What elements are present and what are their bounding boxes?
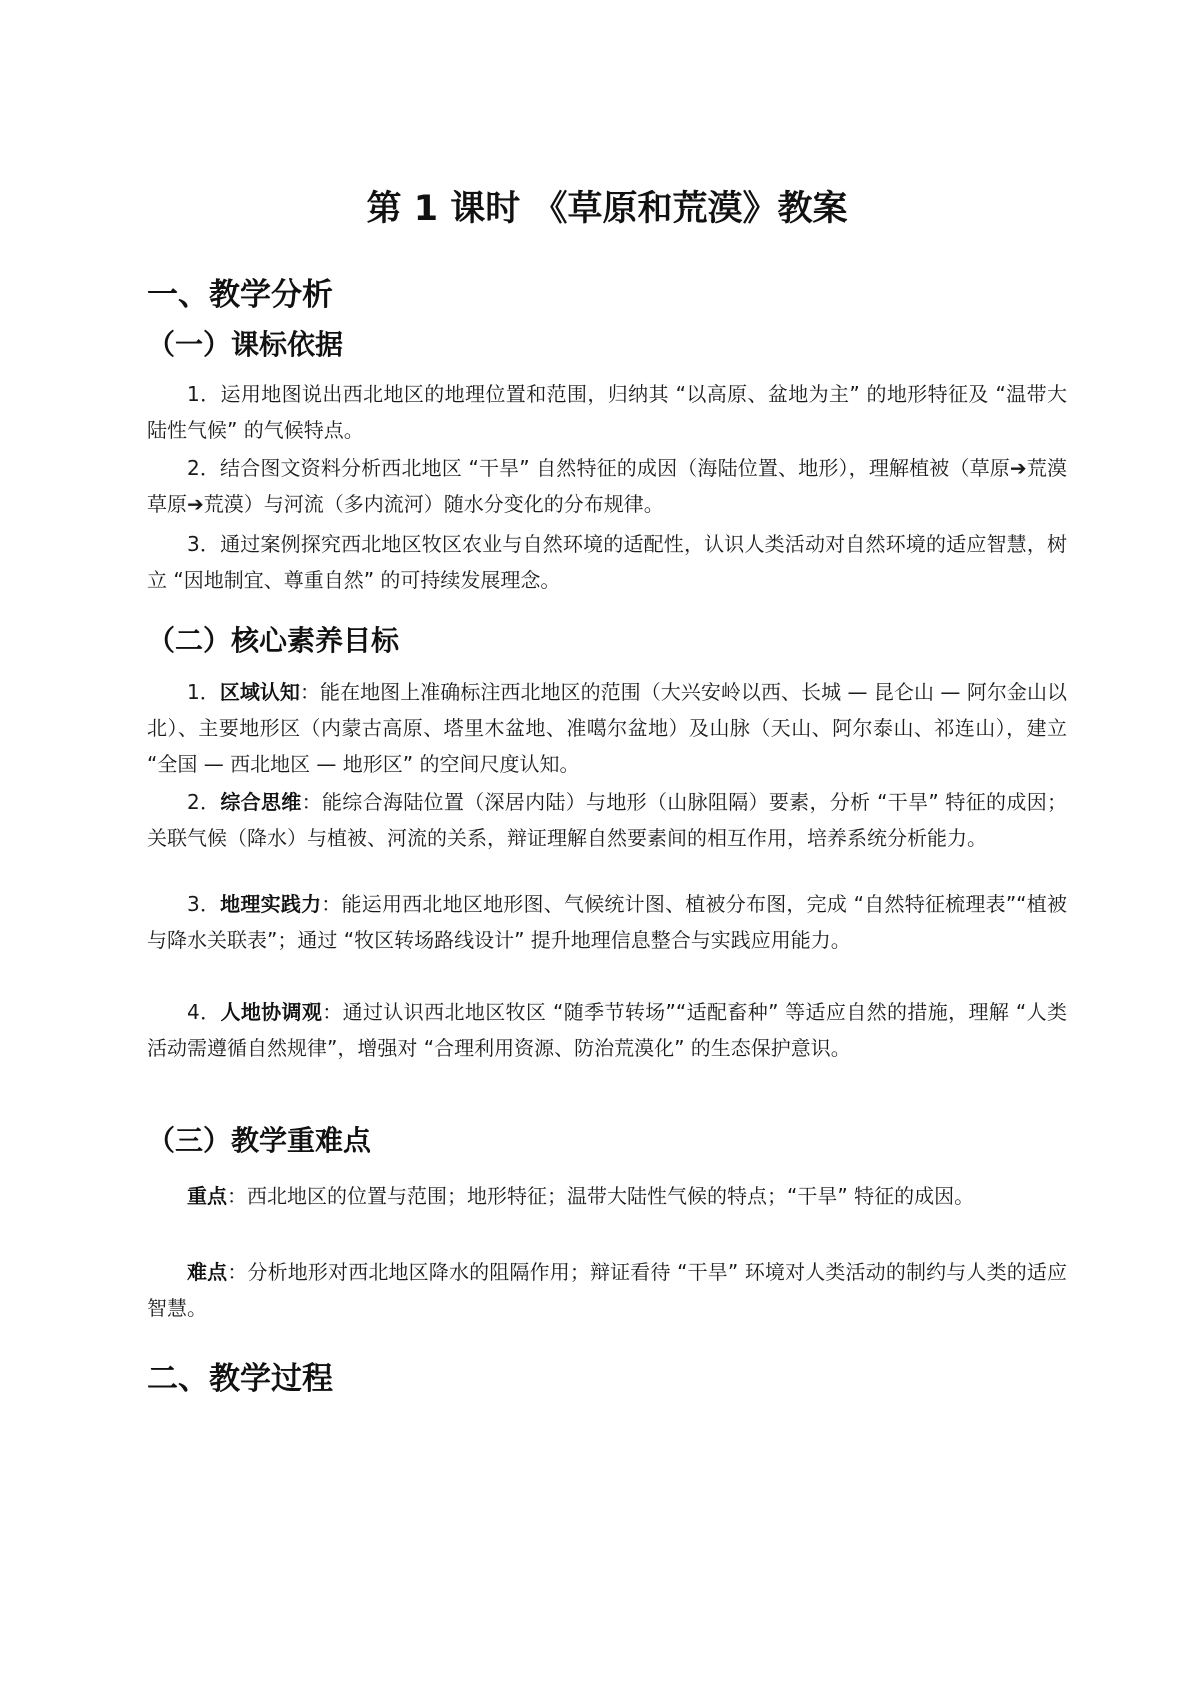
- curriculum-item-1: 1．运用地图说出西北地区的地理位置和范围，归纳其 “以高原、盆地为主” 的地形特征及 “温带大陆性气候” 的气候特点。: [147, 382, 1067, 442]
- literacy-item-text: ：能运用西北地区地形图、气候统计图、植被分布图，完成 “自然特征梳理表”“植被与降水关联表”；通过 “牧区转场路线设计” 提升地理信息整合与实践应用能力。: [147, 892, 1067, 952]
- key-point-paragraph: [147, 1178, 1067, 1214]
- section-heading-teaching-analysis: 一、教学分析: [147, 277, 333, 313]
- literacy-item-number: 1．: [187, 680, 220, 704]
- curriculum-item-3: 3．通过案例探究西北地区牧区农业与自然环境的适配性，认识人类活动对自然环境的适应智慧，树立 “因地制宜、尊重自然” 的可持续发展理念。: [147, 532, 1067, 592]
- document-title: 第 1 课时 《草原和荒漠》教案: [366, 189, 848, 229]
- subsection-heading-curriculum-basis: （一）课标依据: [147, 328, 344, 361]
- literacy-item-text: ：能在地图上准确标注西北地区的范围（大兴安岭以西、长城 — 昆仑山 — 阿尔金山以北）、主要地形区（内蒙古高原、塔里木盆地、准噶尔盆地）及山脉（天山、阿尔泰山、祁连山），建立 “全国 — 西北地区 — 地形区” 的空间尺度认知。: [147, 680, 1067, 776]
- key-point-label: 重点: [187, 1184, 227, 1208]
- literacy-item-number: 4．: [187, 1000, 221, 1024]
- key-point-text: ：西北地区的位置与范围；地形特征；温带大陆性气候的特点；“干旱” 特征的成因。: [227, 1184, 975, 1208]
- curriculum-item-2: 2．结合图文资料分析西北地区 “干旱” 自然特征的成因（海陆位置、地形），理解植被（草原➔荒漠草原➔荒漠）与河流（多内流河）随水分变化的分布规律。: [147, 456, 1067, 516]
- difficult-point-text: ：分析地形对西北地区降水的阻隔作用；辩证看待 “干旱” 环境对人类活动的制约与人类的适应智慧。: [147, 1260, 1068, 1320]
- subsection-heading-key-difficult-points: （三）教学重难点: [147, 1124, 372, 1157]
- literacy-item-number: 3．: [187, 892, 221, 916]
- literacy-item-label: 综合思维: [220, 790, 302, 814]
- difficult-point-paragraph: [147, 1254, 1067, 1326]
- literacy-item-number: 2．: [187, 790, 221, 814]
- literacy-item-text: ：通过认识西北地区牧区 “随季节转场”“适配畜种” 等适应自然的措施，理解 “人类活动需遵循自然规律”，增强对 “合理利用资源、防治荒漠化” 的生态保护意识。: [147, 1000, 1067, 1060]
- section-heading-teaching-process: 二、教学过程: [147, 1361, 333, 1397]
- difficult-point-label: 难点: [187, 1260, 228, 1284]
- literacy-item-label: 地理实践力: [220, 892, 322, 916]
- literacy-item-label: 区域认知: [219, 680, 300, 704]
- literacy-item-regional-cognition: [147, 674, 1067, 782]
- literacy-item-geographic-practice: [147, 886, 1067, 958]
- literacy-item-label: 人地协调观: [220, 1000, 323, 1024]
- literacy-item-comprehensive-thinking: [147, 784, 1067, 856]
- subsection-heading-core-literacy: （二）核心素养目标: [147, 624, 400, 657]
- literacy-item-text: ：能综合海陆位置（深居内陆）与地形（山脉阻隔）要素，分析 “干旱” 特征的成因；关联气候（降水）与植被、河流的关系，辩证理解自然要素间的相互作用，培养系统分析能力。: [147, 790, 1068, 850]
- literacy-item-human-land-harmony: [147, 994, 1067, 1066]
